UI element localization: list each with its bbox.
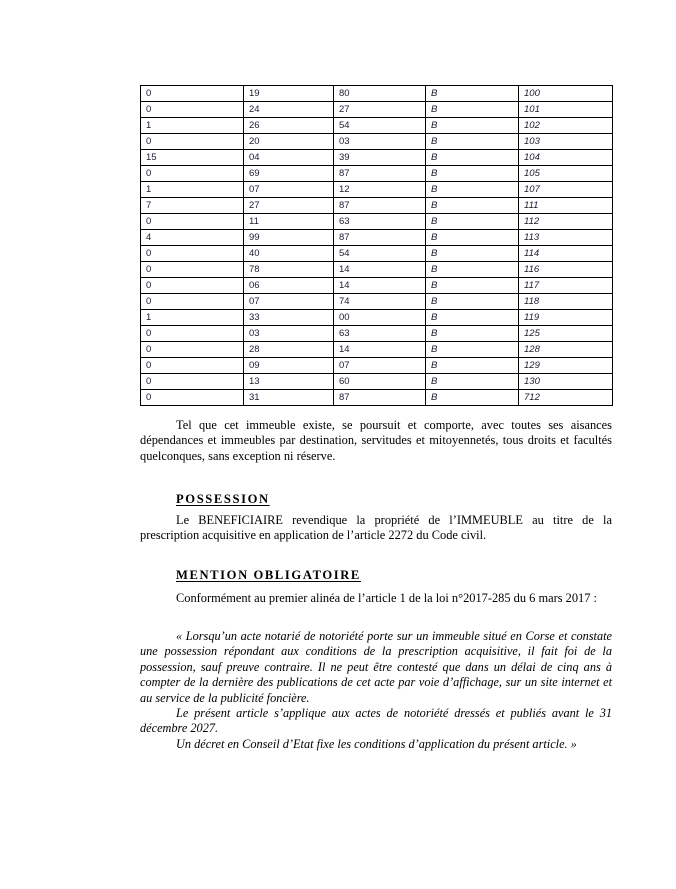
table-cell-5: 100 [519, 86, 613, 102]
table-cell-5: 117 [519, 278, 613, 294]
table-cell-4: B [426, 262, 519, 278]
table-cell-2: 28 [244, 342, 334, 358]
table-cell-1: 0 [141, 134, 244, 150]
table-row [141, 326, 613, 342]
table-cell-5: 118 [519, 294, 613, 310]
quoted-legal-text [140, 629, 612, 752]
table-cell-1: 1 [141, 182, 244, 198]
table-cell-3: 14 [334, 342, 426, 358]
table-cell-1: 0 [141, 342, 244, 358]
table-row [141, 102, 613, 118]
table-cell-5: 119 [519, 310, 613, 326]
table-cell-1: 0 [141, 102, 244, 118]
table-cell-4: B [426, 198, 519, 214]
table-cell-3: 80 [334, 86, 426, 102]
table-cell-2: 78 [244, 262, 334, 278]
table-cell-3: 39 [334, 150, 426, 166]
quote-paragraph: « Lorsqu’un acte notarié de notoriété porte sur un immeuble situé en Corse et constate une possession répondant aux conditions de la prescription acquisitive, il fait foi de la possession, sauf preuve contraire. Il ne peut être contesté que dans un délai de cinq ans à compter de la dernière des publications de cet acte par voie d’affichage, sur un site internet et au service de la publicité foncière. [140, 629, 612, 705]
table-cell-5: 104 [519, 150, 613, 166]
table-cell-4: B [426, 278, 519, 294]
table-row [141, 214, 613, 230]
table-cell-4: B [426, 86, 519, 102]
table-cell-5: 129 [519, 358, 613, 374]
table-cell-2: 31 [244, 390, 334, 406]
table-cell-3: 87 [334, 390, 426, 406]
quote-paragraph: Un décret en Conseil d’Etat fixe les conditions d’application du présent article. » [176, 736, 577, 751]
table-cell-4: B [426, 310, 519, 326]
table-cell-1: 0 [141, 326, 244, 342]
table-cell-2: 04 [244, 150, 334, 166]
table-cell-3: 27 [334, 102, 426, 118]
table-cell-3: 63 [334, 326, 426, 342]
table-row [141, 262, 613, 278]
table-cell-5: 130 [519, 374, 613, 390]
table-cell-2: 03 [244, 326, 334, 342]
table-cell-1: 15 [141, 150, 244, 166]
table-row [141, 134, 613, 150]
table-row [141, 246, 613, 262]
table-cell-3: 03 [334, 134, 426, 150]
table-cell-5: 125 [519, 326, 613, 342]
table-cell-5: 114 [519, 246, 613, 262]
table-cell-1: 0 [141, 278, 244, 294]
table-cell-4: B [426, 102, 519, 118]
table-cell-1: 1 [141, 310, 244, 326]
table-cell-1: 0 [141, 86, 244, 102]
table-cell-2: 07 [244, 182, 334, 198]
table-cell-4: B [426, 166, 519, 182]
table-cell-4: B [426, 230, 519, 246]
table-cell-5: 116 [519, 262, 613, 278]
table-cell-3: 63 [334, 214, 426, 230]
table-cell-4: B [426, 342, 519, 358]
quote-paragraph: Le présent article s’applique aux actes de notoriété dressés et publiés avant le 31 décembre 2027. [140, 706, 612, 736]
table-cell-2: 24 [244, 102, 334, 118]
cadastre-table-body [141, 86, 613, 406]
table-cell-5: 128 [519, 342, 613, 358]
table-cell-4: B [426, 182, 519, 198]
table-cell-4: B [426, 214, 519, 230]
table-cell-2: 07 [244, 294, 334, 310]
table-cell-3: 87 [334, 166, 426, 182]
table-cell-2: 20 [244, 134, 334, 150]
table-cell-2: 40 [244, 246, 334, 262]
table-cell-2: 33 [244, 310, 334, 326]
table-cell-5: 103 [519, 134, 613, 150]
paragraph-immeuble: Tel que cet immeuble existe, se poursuit et comporte, avec toutes ses aisances dépendances et immeubles par destination, servitudes et mitoyennetés, tous droits et facultés quelconques, sans exception ni réserve. [140, 418, 612, 463]
paragraph-mention-obligatoire: Conformément au premier alinéa de l’article 1 de la loi n°2017-285 du 6 mars 2017 : [176, 591, 597, 605]
table-cell-4: B [426, 374, 519, 390]
table-cell-2: 11 [244, 214, 334, 230]
table-cell-3: 87 [334, 198, 426, 214]
table-cell-4: B [426, 358, 519, 374]
table-row [141, 342, 613, 358]
table-cell-5: 111 [519, 198, 613, 214]
table-cell-1: 0 [141, 390, 244, 406]
table-cell-1: 0 [141, 262, 244, 278]
table-cell-3: 87 [334, 230, 426, 246]
table-cell-4: B [426, 150, 519, 166]
table-cell-2: 09 [244, 358, 334, 374]
table-cell-3: 14 [334, 278, 426, 294]
table-cell-3: 12 [334, 182, 426, 198]
table-cell-3: 60 [334, 374, 426, 390]
table-cell-2: 26 [244, 118, 334, 134]
table-row [141, 374, 613, 390]
table-cell-1: 7 [141, 198, 244, 214]
table-cell-3: 14 [334, 262, 426, 278]
table-row [141, 294, 613, 310]
table-cell-5: 112 [519, 214, 613, 230]
table-cell-2: 19 [244, 86, 334, 102]
table-cell-4: B [426, 390, 519, 406]
table-cell-2: 69 [244, 166, 334, 182]
table-cell-4: B [426, 118, 519, 134]
table-cell-4: B [426, 246, 519, 262]
paragraph-possession: Le BENEFICIAIRE revendique la propriété de l’IMMEUBLE au titre de la prescription acquisitive en application de l’article 2272 du Code civil. [140, 513, 612, 543]
table-cell-1: 0 [141, 214, 244, 230]
table-cell-5: 102 [519, 118, 613, 134]
table-row [141, 118, 613, 134]
table-cell-1: 0 [141, 358, 244, 374]
table-cell-5: 101 [519, 102, 613, 118]
table-cell-2: 13 [244, 374, 334, 390]
table-cell-1: 0 [141, 166, 244, 182]
table-cell-1: 0 [141, 294, 244, 310]
table-row [141, 310, 613, 326]
table-cell-5: 712 [519, 390, 613, 406]
table-cell-4: B [426, 134, 519, 150]
table-cell-3: 54 [334, 118, 426, 134]
table-cell-5: 113 [519, 230, 613, 246]
table-cell-4: B [426, 326, 519, 342]
table-cell-3: 00 [334, 310, 426, 326]
table-row [141, 230, 613, 246]
table-cell-1: 0 [141, 246, 244, 262]
table-cell-5: 105 [519, 166, 613, 182]
table-row [141, 198, 613, 214]
table-cell-1: 4 [141, 230, 244, 246]
heading-possession: POSSESSION [176, 492, 270, 506]
table-cell-5: 107 [519, 182, 613, 198]
table-row [141, 166, 613, 182]
table-row [141, 358, 613, 374]
table-row [141, 182, 613, 198]
table-cell-1: 1 [141, 118, 244, 134]
table-cell-4: B [426, 294, 519, 310]
table-row [141, 150, 613, 166]
table-cell-2: 06 [244, 278, 334, 294]
table-cell-3: 54 [334, 246, 426, 262]
table-cell-2: 27 [244, 198, 334, 214]
cadastre-table [140, 85, 613, 406]
table-row [141, 86, 613, 102]
table-row [141, 390, 613, 406]
table-cell-2: 99 [244, 230, 334, 246]
table-cell-3: 07 [334, 358, 426, 374]
table-cell-3: 74 [334, 294, 426, 310]
table-row [141, 278, 613, 294]
heading-mention-obligatoire: MENTION OBLIGATOIRE [176, 568, 361, 582]
table-cell-1: 0 [141, 374, 244, 390]
